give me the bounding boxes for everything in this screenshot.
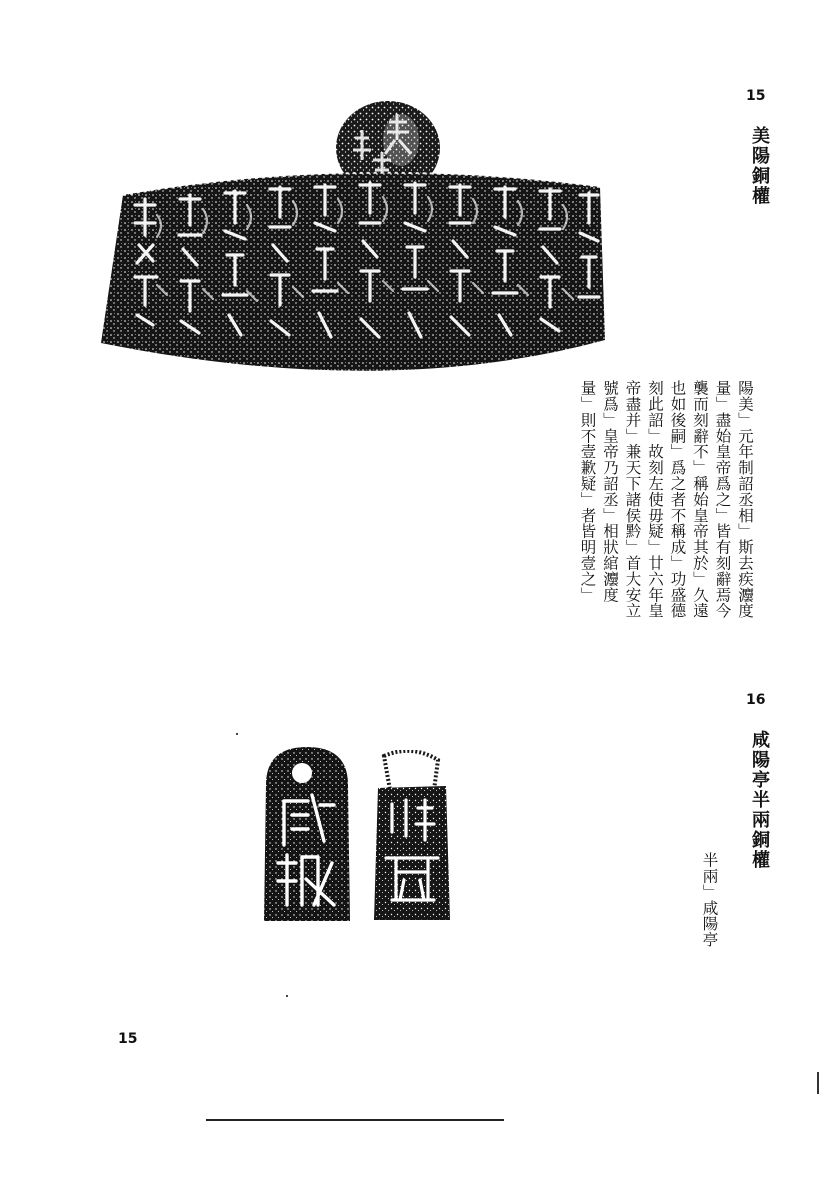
entry-15-title: 美陽銅權 xyxy=(749,126,770,206)
entry-16-number: 16 xyxy=(746,692,766,708)
entry-15-number: 15 xyxy=(746,88,766,104)
entry-15-line-2: 量」盡始皇帝爲之」皆有刻辭焉今 xyxy=(713,380,732,619)
entry-15-line-6: 帝盡并」兼天下諸侯黔」首大安立 xyxy=(623,380,642,619)
figure-caption-number: 15 xyxy=(118,1031,138,1047)
entry-15-line-1: 陽美」元年制詔丞相」斯去疾灋度 xyxy=(736,380,754,619)
entry-15-line-7: 號爲」皇帝乃詔丞」相狀綰灋度 xyxy=(601,380,619,603)
entry-16-line-1: 半兩」咸陽亭 xyxy=(700,852,719,948)
entry-16-title: 咸陽亭半兩銅權 xyxy=(749,730,770,870)
speck-mark xyxy=(236,733,238,735)
bottom-rule xyxy=(206,1119,504,1121)
edge-mark xyxy=(817,1072,819,1094)
entry-15-line-4: 也如後嗣」爲之者不稱成」功盛德 xyxy=(668,380,687,619)
entry-15-line-5: 刻此詔」故刻左使毋疑」廿六年皇 xyxy=(646,380,664,619)
entry-15-transcription xyxy=(576,380,756,680)
rubbing-16-left xyxy=(262,745,352,923)
speck-mark xyxy=(286,995,288,997)
entry-15-line-8: 量」則不壹歉疑」者皆明壹之」 xyxy=(578,380,597,603)
entry-16-transcription xyxy=(698,852,721,947)
rubbing-16-right xyxy=(372,750,452,922)
entry-15-line-3: 襲而刻辭不」稱始皇帝其於」久遠 xyxy=(691,380,709,619)
rubbing-15-inscription-band xyxy=(95,165,615,385)
